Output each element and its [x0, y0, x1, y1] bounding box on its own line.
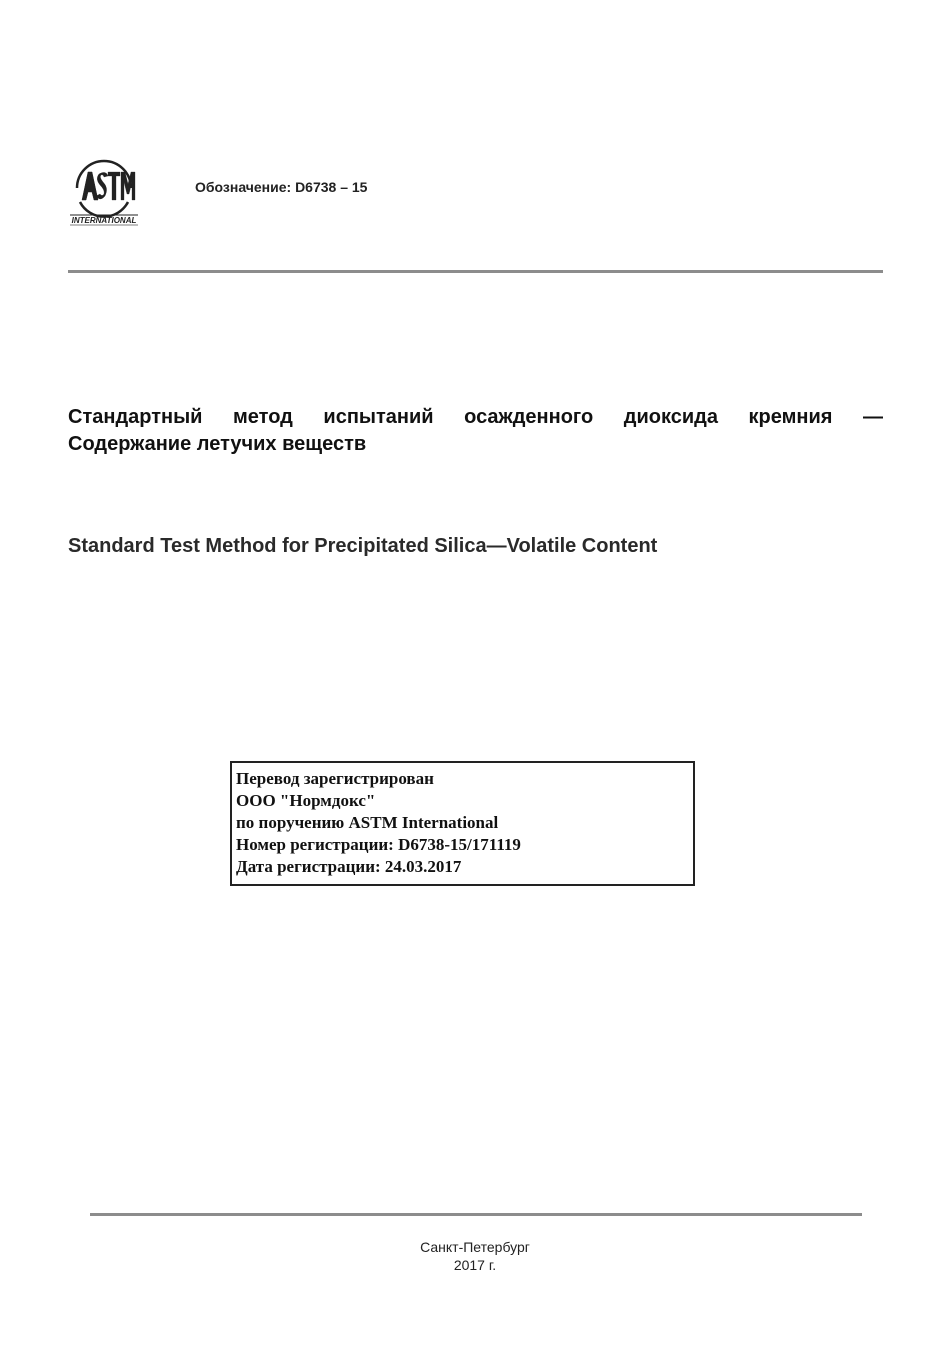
astm-logo [66, 158, 142, 228]
bottom-divider [90, 1213, 862, 1216]
english-title: Standard Test Method for Precipitated Silica—Volatile Content [68, 535, 658, 557]
footer [0, 1238, 950, 1274]
registration-line: ООО "Нормдокс" [236, 791, 376, 810]
registration-line: Перевод зарегистрирован [236, 769, 434, 788]
registration-line: по поручению ASTM International [236, 813, 499, 832]
footer-year: 2017 г. [453, 1257, 497, 1273]
document-designation: Обозначение: D6738 – 15 [195, 179, 368, 195]
top-divider [68, 270, 883, 273]
registration-number: Номер регистрации: D6738-15/171119 [236, 835, 521, 854]
russian-title-line-2: Содержание летучих веществ [68, 433, 367, 455]
registration-date: Дата регистрации: 24.03.2017 [236, 857, 462, 876]
registration-box [230, 761, 695, 886]
footer-city: Санкт-Петербург [420, 1239, 530, 1255]
russian-title [68, 404, 883, 458]
astm-logo-icon [66, 158, 142, 228]
logo-caption: INTERNATIONAL [71, 216, 137, 225]
russian-title-line-1: Стандартный метод испытаний осажденного диоксида кремния — [68, 406, 883, 428]
